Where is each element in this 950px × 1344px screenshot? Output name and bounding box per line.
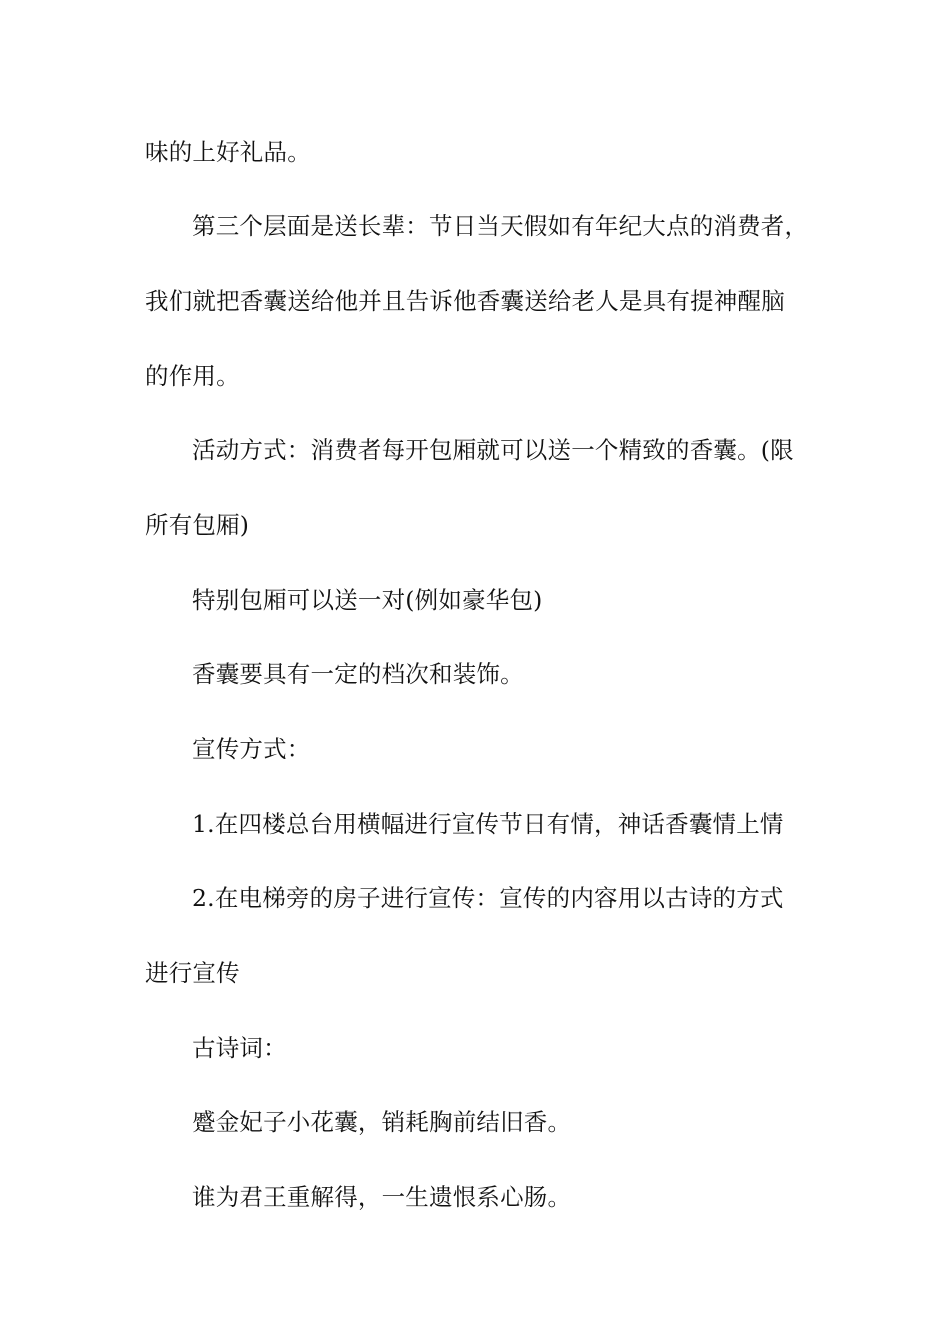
publicity-item-2-line-2: 进行宣传 xyxy=(145,959,240,987)
poem-line-2: 谁为君王重解得，一生遗恨系心肠。 xyxy=(192,1183,572,1211)
paragraph-elders-line-2: 我们就把香囊送给他并且告诉他香囊送给老人是具有提神醒脑 xyxy=(145,287,785,315)
section-heading-publicity: 宣传方式： xyxy=(192,735,311,763)
paragraph-elders-line-3: 的作用。 xyxy=(145,362,240,390)
paragraph-sachet-quality: 香囊要具有一定的档次和装饰。 xyxy=(192,660,524,688)
paragraph-activity-line-1: 活动方式：消费者每开包厢就可以送一个精致的香囊。(限 xyxy=(192,436,794,464)
paragraph-continuation: 味的上好礼品。 xyxy=(145,138,311,166)
section-heading-poem: 古诗词： xyxy=(192,1034,287,1062)
paragraph-elders-line-1: 第三个层面是送长辈：节日当天假如有年纪大点的消费者， xyxy=(192,212,809,240)
poem-line-1: 蹙金妃子小花囊，销耗胸前结旧香。 xyxy=(192,1108,572,1136)
publicity-item-2-line-1: 2.在电梯旁的房子进行宣传：宣传的内容用以古诗的方式 xyxy=(192,884,784,912)
paragraph-activity-line-2: 所有包厢) xyxy=(145,511,250,539)
paragraph-special-room: 特别包厢可以送一对(例如豪华包) xyxy=(192,586,543,614)
publicity-item-1: 1.在四楼总台用横幅进行宣传节日有情，神话香囊情上情 xyxy=(192,810,784,838)
